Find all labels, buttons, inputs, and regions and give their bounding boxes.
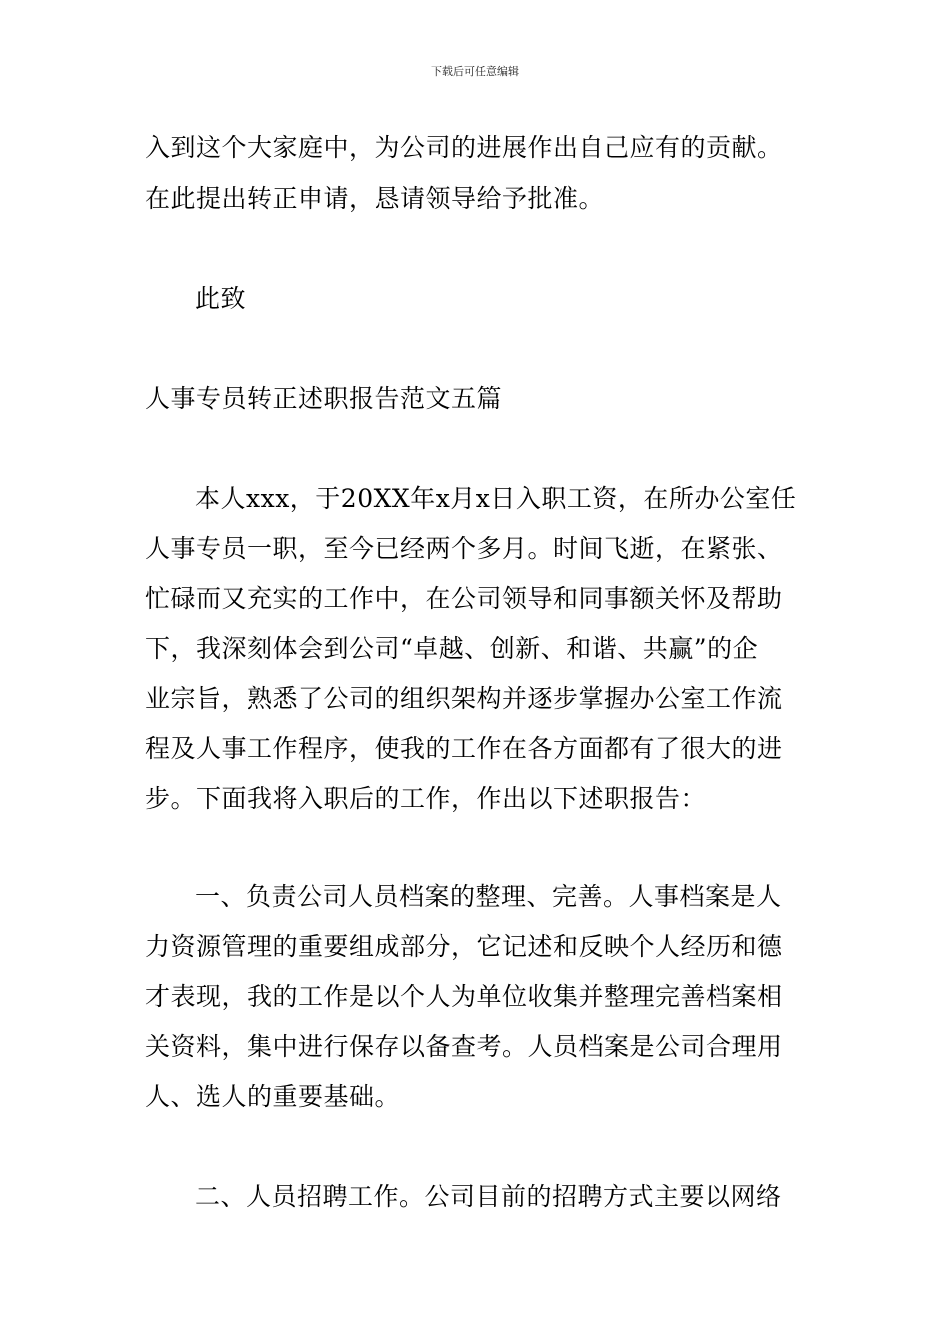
page-header-note: 下载后可任意编辑 [431,65,519,78]
text-line: 关资料，集中进行保存以备查考。人员档案是公司合理用 [145,1032,783,1061]
text-line: 步。下面我将入职后的工作，作出以下述职报告： [145,784,707,813]
text-line: 二、人员招聘工作。公司目前的招聘方式主要以网络 [195,1182,782,1211]
text-line: 业宗旨，熟悉了公司的组织架构并逐步掌握办公室工作流 [145,684,783,713]
text-line: 忙碌而又充实的工作中，在公司领导和同事额关怀及帮助 [145,584,783,613]
text-line: 人事专员转正述职报告范文五篇 [145,384,503,413]
text-line: 下，我深刻体会到公司“卓越、创新、和谐、共赢”的企 [145,634,759,663]
text-line: 才表现，我的工作是以个人为单位收集并整理完善档案相 [145,982,783,1011]
text-line: 入到这个大家庭中，为公司的进展作出自己应有的贡献。 [145,133,783,162]
text-line: 人事专员一职，至今已经两个多月。时间飞逝，在紧张、 [145,534,783,563]
text-line: 本人xxx，于20XX年x月x日入职工资，在所办公室任 [195,484,797,513]
text-line: 一、负责公司人员档案的整理、完善。人事档案是人 [195,882,782,911]
text-line: 人、选人的重要基础。 [145,1082,401,1111]
text-line: 在此提出转正申请，恳请领导给予批准。 [145,184,605,213]
text-line: 此致 [195,284,247,313]
text-line: 力资源管理的重要组成部分，它记述和反映个人经历和德 [145,932,783,961]
text-line: 程及人事工作程序，使我的工作在各方面都有了很大的进 [145,734,783,763]
